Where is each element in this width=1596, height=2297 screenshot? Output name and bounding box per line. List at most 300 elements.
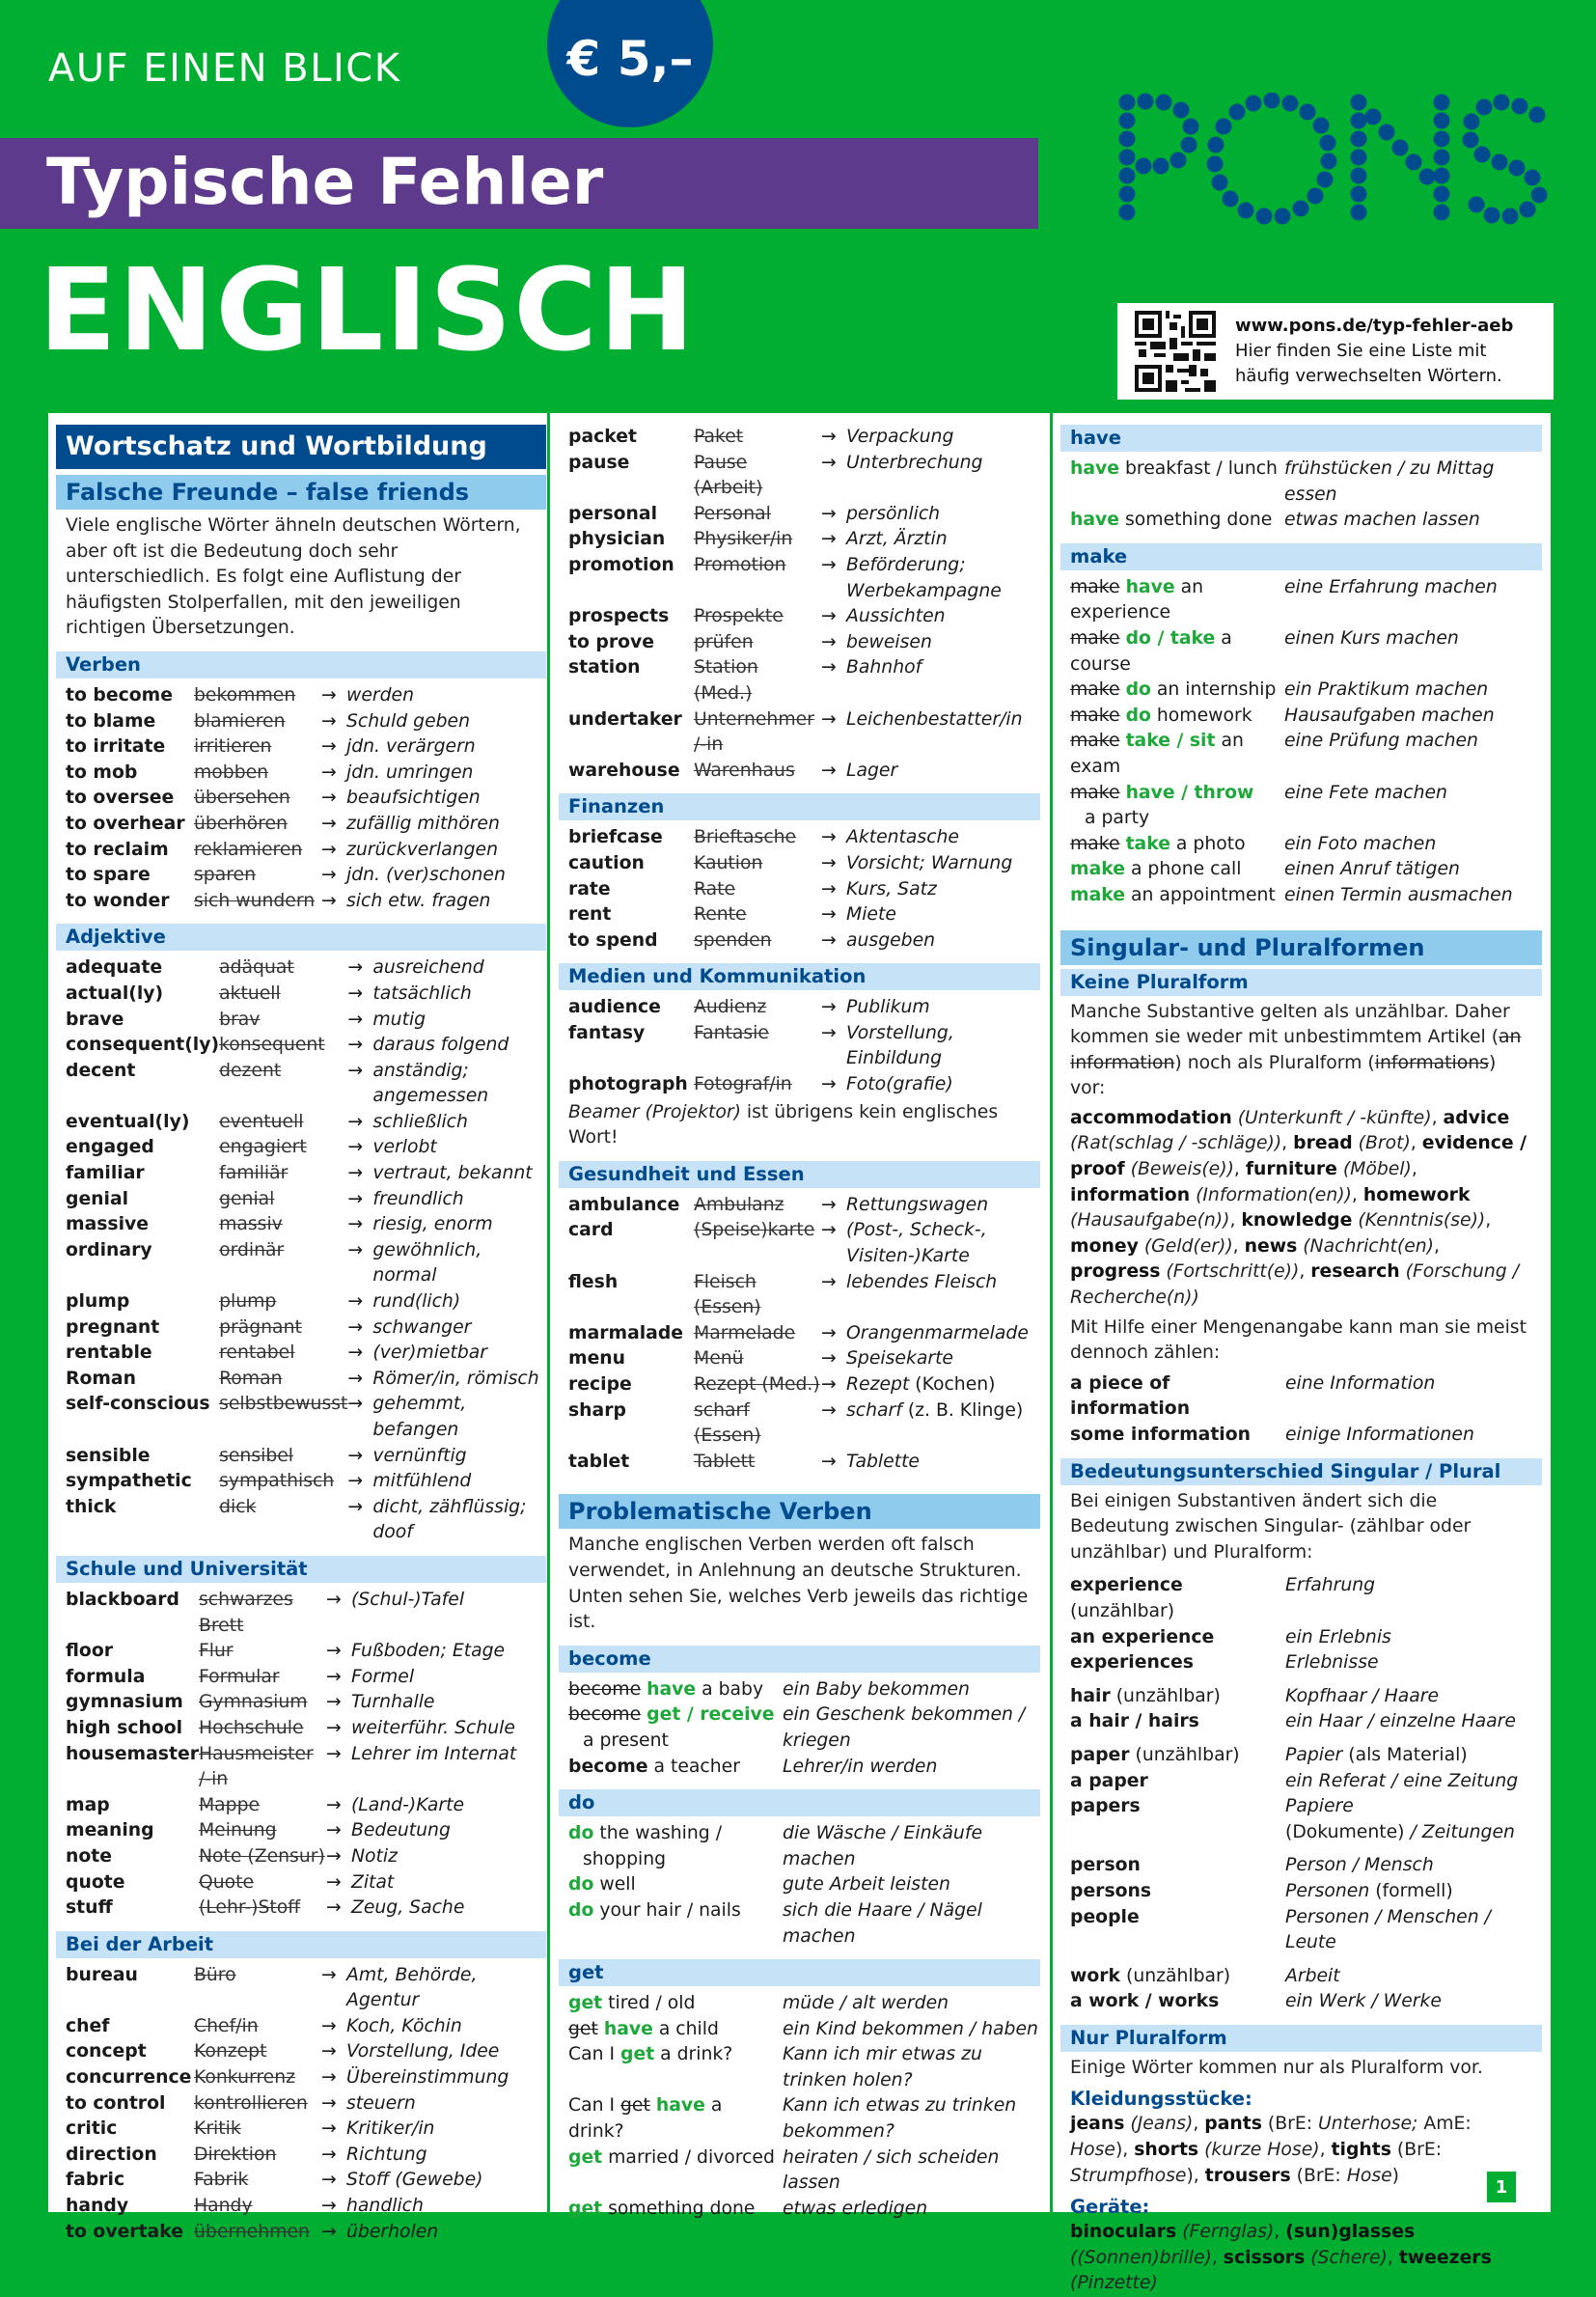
- phrase-rest: a present: [583, 1730, 669, 1751]
- phrase-translation: Lehrer/in werden: [783, 1756, 938, 1777]
- phrase-rest: well: [593, 1874, 636, 1896]
- english-word: stuff: [66, 1897, 113, 1919]
- arrow-icon: →: [321, 2170, 337, 2191]
- correct-translation: Arzt, Ärztin: [846, 529, 948, 550]
- english-form: [1060, 1743, 1285, 1769]
- subsection-title-false-friends: Falsche Freunde – false friends: [56, 475, 546, 510]
- correct-verb: do: [1125, 705, 1151, 726]
- arrow-icon: →: [821, 1022, 837, 1043]
- column-divider: [547, 413, 550, 2212]
- heading-do: do: [559, 1789, 1040, 1816]
- table-row: [56, 1690, 546, 1716]
- arrow-icon: →: [347, 1035, 364, 1056]
- phrase-row: [559, 1821, 1040, 1872]
- phrase-rest: married / divorced: [602, 2146, 775, 2168]
- false-friend-german: ordinär: [219, 1239, 285, 1260]
- phrase-english: [559, 2042, 783, 2093]
- phrase-rest: an internship: [1150, 679, 1277, 701]
- phrase-rest: a baby: [696, 1678, 764, 1700]
- arrow-icon: →: [347, 957, 364, 979]
- phrase-english: [559, 1677, 783, 1703]
- arrow-icon: →: [347, 1009, 364, 1030]
- false-friend-german: Fotograf/in: [694, 1074, 792, 1095]
- arrow-icon: →: [347, 1471, 364, 1492]
- table-row: [559, 995, 1040, 1021]
- correct-translation: weiterführ. Schule: [350, 1717, 515, 1738]
- english-word: quote: [66, 1871, 125, 1893]
- arrow-icon: →: [347, 1316, 364, 1338]
- table-row: [559, 425, 1040, 451]
- arrow-icon: →: [321, 813, 337, 834]
- phrase-english: [1060, 508, 1284, 534]
- qr-code-icon[interactable]: [1135, 311, 1216, 392]
- pair-row: [1060, 1879, 1542, 1905]
- correct-translation: (ver)mietbar: [372, 1342, 488, 1364]
- table-row: [559, 451, 1040, 502]
- phrase-row: [1060, 883, 1542, 909]
- phrase-translation: eine Fete machen: [1284, 782, 1447, 803]
- arrow-icon: →: [821, 452, 837, 473]
- link-url[interactable]: www.pons.de/typ-fehler-aeb: [1235, 316, 1514, 336]
- arrow-icon: →: [821, 1399, 837, 1421]
- german-meaning: [1285, 1769, 1542, 1795]
- arbeit-table: [56, 1963, 546, 2246]
- correct-verb: make: [1070, 859, 1125, 880]
- english-word: to become: [66, 684, 173, 706]
- translation-note: (Kochen): [909, 1374, 996, 1395]
- arrow-icon: →: [347, 1342, 364, 1364]
- table-row: [56, 1469, 546, 1495]
- table-row: [559, 1072, 1040, 1098]
- correct-translation: vertraut, bekannt: [372, 1163, 533, 1184]
- false-friend-german: familiär: [219, 1163, 289, 1184]
- false-friend-german: Handy: [194, 2196, 253, 2217]
- uncountable-noun: advice: [1443, 1107, 1510, 1128]
- english-word: sharp: [568, 1399, 626, 1421]
- table-row: [56, 1818, 546, 1844]
- english-word: direction: [66, 2144, 157, 2165]
- english-word: physician: [568, 529, 666, 550]
- table-row: [56, 1896, 546, 1922]
- content-panel: [48, 413, 1551, 2294]
- countability-note: (unzählbar): [1129, 1744, 1240, 1765]
- table-row: [56, 1341, 546, 1367]
- phrase-row: [1060, 457, 1542, 508]
- english-word: thick: [66, 1496, 117, 1517]
- phrase-translation: die Wäsche / Einkäufe machen: [783, 1823, 982, 1869]
- phrase-english: [559, 2197, 783, 2223]
- arrow-icon: →: [325, 1692, 342, 1713]
- english-word: map: [66, 1794, 110, 1815]
- table-row: [559, 825, 1040, 851]
- correct-translation: rund(lich): [372, 1291, 461, 1313]
- correct-translation: ausgeben: [846, 929, 936, 951]
- english-form: [1060, 1709, 1285, 1735]
- pair-row: [1060, 1794, 1542, 1845]
- english-word: to prove: [568, 631, 655, 652]
- table-row: [559, 851, 1040, 877]
- table-row: [56, 709, 546, 735]
- countability-note: (unzählbar): [1110, 1685, 1221, 1706]
- english-word: bureau: [66, 1964, 138, 1985]
- english-word: fabric: [66, 2170, 125, 2191]
- false-friend-german: Mappe: [198, 1794, 261, 1815]
- table-row: [56, 1793, 546, 1819]
- pair-row: [1060, 1853, 1542, 1879]
- heading-medien: Medien und Kommunikation: [559, 963, 1040, 990]
- correct-translation: Lehrer im Internat: [350, 1743, 517, 1764]
- table-row: [559, 630, 1040, 656]
- english-word: to wonder: [66, 890, 170, 911]
- correct-verb: get: [568, 2146, 603, 2168]
- false-friend-german: Physiker/in: [694, 529, 793, 550]
- correct-translation: Publikum: [846, 997, 930, 1018]
- false-friend-german: Note (Zensur): [198, 1845, 325, 1867]
- noun-form: persons: [1070, 1880, 1152, 1901]
- correct-translation: gehemmt, befangen: [372, 1394, 467, 1440]
- noun-translation: (Brot): [1358, 1133, 1411, 1154]
- meaning-group: [1060, 1964, 1542, 2015]
- table-row: [56, 1367, 546, 1393]
- arrow-icon: →: [325, 1845, 342, 1867]
- english-word: Roman: [66, 1368, 136, 1389]
- arrow-icon: →: [321, 761, 337, 783]
- noun-form: a hair / hairs: [1070, 1711, 1199, 1732]
- meaning-text: Kopfhaar / Haare: [1285, 1685, 1439, 1706]
- arrow-icon: →: [821, 878, 837, 899]
- table-row: [56, 1870, 546, 1896]
- meaning-group: [1060, 1743, 1542, 1845]
- correct-verb: have: [655, 2095, 705, 2117]
- english-word: undertaker: [568, 708, 682, 730]
- noun-translation: (Möbel): [1342, 1159, 1412, 1180]
- arrow-icon: →: [347, 1445, 364, 1466]
- false-friend-german: genial: [219, 1188, 275, 1209]
- pair-row: [1060, 1371, 1542, 1423]
- english-word: pause: [568, 452, 630, 473]
- beamer-note-italic: Beamer (Projektor): [568, 1101, 741, 1122]
- heading-gesundheit: Gesundheit und Essen: [559, 1161, 1040, 1188]
- wrong-verb: make: [1070, 731, 1120, 752]
- false-friend-german: Fleisch (Essen): [694, 1271, 761, 1318]
- table-row: [559, 1021, 1040, 1072]
- english-form: [1060, 1684, 1285, 1710]
- kleidung-list: jeans (Jeans), pants (BrE: Unterhose; AmE: Hose), shorts (kurze Hose), tights (BrE: Strumpfhose), trousers (BrE: Hose): [1070, 2114, 1472, 2186]
- table-row: [56, 1495, 546, 1546]
- english-word: brave: [66, 1009, 124, 1030]
- phrase-english: [559, 2145, 783, 2197]
- arrow-icon: →: [821, 554, 837, 575]
- table-row: [559, 1398, 1040, 1450]
- phrase-translation: frühstücken / zu Mittag essen: [1284, 458, 1495, 505]
- correct-verb: have / throw: [1125, 782, 1254, 803]
- phrase-translation: Kann ich mir etwas zu trinken holen?: [783, 2044, 982, 2090]
- wrong-verb: make: [1070, 627, 1120, 649]
- false-friend-german: irritieren: [194, 736, 272, 758]
- correct-translation: (Land-)Karte: [350, 1794, 464, 1815]
- phrase-english: [559, 2093, 783, 2145]
- phrase-rest: something done: [1119, 510, 1273, 531]
- arrow-icon: →: [321, 788, 337, 809]
- uncountable-noun: progress: [1070, 1261, 1161, 1283]
- table-row: [559, 527, 1040, 553]
- arrow-icon: →: [347, 1060, 364, 1081]
- english-word: to mob: [66, 761, 138, 783]
- english-word: promotion: [568, 554, 674, 575]
- english-phrase: some information: [1070, 1425, 1252, 1445]
- table-row: [56, 2220, 546, 2246]
- arrow-icon: →: [321, 710, 337, 732]
- arrow-icon: →: [347, 1188, 364, 1209]
- english-word: handy: [66, 2196, 129, 2217]
- arrow-icon: →: [821, 1220, 837, 1241]
- phrase-english: [1060, 678, 1284, 704]
- english-word: menu: [568, 1348, 626, 1370]
- uncountable-noun: news: [1244, 1235, 1298, 1257]
- arrow-icon: →: [325, 1666, 342, 1687]
- arrow-icon: →: [325, 1897, 342, 1919]
- correct-translation: Formel: [350, 1666, 415, 1687]
- correct-verb: do: [1125, 679, 1151, 701]
- english-word: caution: [568, 852, 645, 873]
- noun-translation: (Hausaufgabe(n)): [1070, 1210, 1230, 1232]
- wrong-verb: make: [1070, 705, 1120, 726]
- arrow-icon: →: [321, 2118, 337, 2140]
- false-friend-german: aktuell: [219, 982, 281, 1004]
- wrong-verb: become: [568, 1678, 642, 1700]
- false-friend-german: Warenhaus: [694, 760, 795, 781]
- false-friend-german: sich wundern: [194, 890, 316, 911]
- keine-intro-b: ) noch als Pluralform (: [1174, 1052, 1375, 1073]
- meaning-text: Erfahrung: [1285, 1575, 1376, 1596]
- gesundheit-table: [559, 1193, 1040, 1476]
- page-title: ENGLISCH: [39, 243, 697, 376]
- phrase-translation: ein Foto machen: [1284, 833, 1437, 854]
- english-word: blackboard: [66, 1589, 179, 1610]
- noun-translation: (Nachricht(en): [1303, 1235, 1434, 1257]
- geraete-list: binoculars (Fernglas), (sun)glasses ((Sonnen)brille), scissors (Schere), tweezers (Pinzette): [1070, 2222, 1492, 2294]
- english-word: adequate: [66, 957, 163, 979]
- phrase-translation: einen Termin ausmachen: [1284, 884, 1513, 905]
- phrase-translation: gute Arbeit leisten: [783, 1874, 950, 1896]
- correct-translation: Römer/in, römisch: [372, 1368, 539, 1389]
- false-friend-german: konsequent: [219, 1035, 325, 1056]
- phrase-rest: an exam: [1070, 731, 1244, 777]
- english-word: flesh: [568, 1271, 619, 1292]
- false-friend-german: Promotion: [694, 554, 786, 575]
- correct-verb: have: [1125, 576, 1175, 597]
- arrow-icon: →: [821, 503, 837, 524]
- table-row: [56, 1665, 546, 1691]
- table-row: [56, 1161, 546, 1187]
- english-word: audience: [568, 997, 661, 1018]
- noun-form: a work / works: [1070, 1991, 1220, 2012]
- table-row: [559, 1218, 1040, 1269]
- phrase-rest: breakfast / lunch: [1119, 458, 1278, 479]
- false-friend-german: überhören: [194, 813, 288, 834]
- uncountable-noun: accommodation: [1070, 1107, 1232, 1128]
- english-form: [1060, 1769, 1285, 1795]
- keine-intro-a: Manche Substantive gelten als unzählbar. Daher kommen sie weder mit unbestimmtem Artikel (: [1070, 1001, 1510, 1048]
- pair-row: [1060, 1709, 1542, 1735]
- arrow-icon: →: [325, 1589, 342, 1610]
- table-row: [559, 707, 1040, 759]
- meaning-note: (als Material): [1342, 1744, 1468, 1765]
- table-row: [559, 502, 1040, 528]
- table-row: [56, 2168, 546, 2194]
- arrow-icon: →: [347, 1291, 364, 1313]
- phrase-translation: einen Anruf tätigen: [1284, 859, 1460, 880]
- heading-become: become: [559, 1646, 1040, 1673]
- german-meaning: [1285, 1684, 1542, 1710]
- table-row: [56, 982, 546, 1008]
- phrase-row: [559, 2145, 1040, 2197]
- correct-verb: take: [1125, 833, 1170, 854]
- phrase-row: [559, 1872, 1040, 1898]
- german-meaning: [1285, 1905, 1542, 1956]
- keine-intro-c: ) vor:: [1070, 1052, 1497, 1099]
- meaning-text: ein Werk / Werke: [1285, 1991, 1442, 2012]
- heading-nur-pluralform: Nur Pluralform: [1060, 2025, 1542, 2052]
- pair-row: [1060, 1650, 1542, 1676]
- table-row: [56, 1844, 546, 1870]
- arrow-icon: →: [821, 1194, 837, 1215]
- table-row: [559, 1270, 1040, 1321]
- pair-row: [1060, 1964, 1542, 1990]
- correct-verb: get: [620, 2044, 655, 2065]
- phrase-rest: a child: [652, 2018, 719, 2039]
- correct-verb: get: [568, 2198, 603, 2219]
- qr-info-box: [1117, 303, 1554, 400]
- table-row: [56, 1135, 546, 1161]
- phrase-english: [1060, 457, 1284, 508]
- english-word: consequent(ly): [66, 1035, 220, 1056]
- noun-form: a paper: [1070, 1770, 1148, 1791]
- arrow-icon: →: [821, 1074, 837, 1095]
- table-row: [56, 1008, 546, 1034]
- correct-translation: mitfühlend: [372, 1471, 472, 1492]
- uncountable-noun: bread: [1293, 1133, 1353, 1154]
- table-row: [559, 553, 1040, 604]
- correct-verb: become: [568, 1756, 648, 1777]
- table-row: [56, 786, 546, 812]
- false-friend-german: Personal: [694, 503, 771, 524]
- english-word: rate: [568, 878, 611, 899]
- phrase-rest: the washing /: [593, 1823, 723, 1844]
- english-word: to irritate: [66, 736, 166, 758]
- pair-row: [1060, 1423, 1542, 1449]
- false-friend-german: Hochschule: [198, 1717, 304, 1738]
- phrase-english: [1060, 626, 1284, 678]
- phrase-translation: ein Baby bekommen: [783, 1678, 970, 1700]
- noun-translation: (Information(en)): [1196, 1184, 1352, 1205]
- arrow-icon: →: [321, 684, 337, 706]
- bedeutung-intro: Bei einigen Substantiven ändert sich die Bedeutung zwischen Singular- (zählbar oder unzählbar) und Pluralform:: [1070, 1490, 1472, 1563]
- table-row: [56, 838, 546, 864]
- german-meaning: [1285, 1625, 1542, 1651]
- arrow-icon: →: [321, 839, 337, 860]
- correct-translation: Vorstellung, Einbildung: [846, 1022, 954, 1069]
- arrow-icon: →: [321, 1964, 337, 1985]
- false-friend-german: prüfen: [694, 631, 754, 652]
- german-translation: eine Information: [1285, 1372, 1436, 1394]
- noun-form: experiences: [1070, 1652, 1194, 1674]
- phrase-rest: a drink?: [568, 2095, 723, 2143]
- german-meaning: [1285, 1573, 1542, 1624]
- correct-translation: Speisekarte: [846, 1348, 953, 1370]
- price-badge: [547, 0, 713, 127]
- arbeit-table-cont: [559, 425, 1040, 784]
- meaning-text: Person / Mensch: [1285, 1855, 1434, 1876]
- correct-translation: Koch, Köchin: [346, 2015, 462, 2036]
- phrase-english: [1060, 883, 1284, 909]
- english-form: [1060, 1794, 1285, 1845]
- correct-translation: Vorstellung, Idee: [346, 2041, 500, 2062]
- heading-verben: Verben: [56, 651, 546, 678]
- table-row: [559, 877, 1040, 903]
- correct-translation: Bahnhof: [846, 657, 922, 678]
- false-friend-german: massiv: [219, 1214, 283, 1235]
- table-row: [56, 1742, 546, 1793]
- keine-intro: [1060, 996, 1542, 1102]
- german-meaning: [1285, 1853, 1542, 1879]
- false-friend-german: reklamieren: [194, 839, 303, 860]
- english-word: meaning: [66, 1820, 154, 1841]
- false-friend-german: Audienz: [694, 997, 767, 1018]
- correct-translation: persönlich: [846, 503, 941, 524]
- table-row: [56, 2091, 546, 2117]
- table-row: [56, 863, 546, 889]
- keine-intro-strike-1: an information: [1070, 1027, 1522, 1073]
- section-title-vocabulary: Wortschatz und Wortbildung: [56, 425, 546, 469]
- false-friend-german: adäquat: [219, 957, 294, 979]
- meaning-group: [1060, 1684, 1542, 1735]
- false-friend-german: eventuell: [219, 1111, 304, 1132]
- meaning-text: Papiere: [1285, 1796, 1354, 1817]
- phrase-row: [559, 1677, 1040, 1703]
- false-friend-german: blamieren: [194, 710, 286, 732]
- correct-translation: Miete: [846, 904, 896, 926]
- table-row: [56, 1238, 546, 1289]
- table-row: [56, 1315, 546, 1342]
- false-friends-intro: Viele englische Wörter ähneln deutschen Wörtern, aber oft ist die Bedeutung doch sehr unterschiedlich. Es folgt eine Auflistung der häufigsten Stolperfallen, mit den jeweiligen richtigen Übersetzungen.: [66, 515, 521, 639]
- arrow-icon: →: [347, 1394, 364, 1415]
- series-label: AUF EINEN BLICK: [48, 46, 401, 91]
- false-friend-german: Fantasie: [694, 1022, 769, 1043]
- phrase-row: [559, 1702, 1040, 1754]
- english-form: [1060, 1650, 1285, 1676]
- correct-translation: beweisen: [846, 631, 932, 652]
- correct-translation: vernünftig: [372, 1445, 467, 1466]
- meaning-text: ein Haar / einzelne Haare: [1285, 1711, 1516, 1732]
- have-table: [1060, 457, 1542, 534]
- false-friend-german: Menü: [694, 1348, 744, 1370]
- false-friend-german: Brieftasche: [694, 827, 797, 848]
- meaning-text: Papier: [1285, 1744, 1343, 1765]
- german-meaning: [1285, 1879, 1542, 1905]
- false-friend-german: Marmelade: [694, 1322, 796, 1343]
- false-friend-german: Fabrik: [194, 2170, 249, 2191]
- arrow-icon: →: [821, 827, 837, 848]
- arrow-icon: →: [321, 736, 337, 758]
- phrase-english: [559, 1872, 783, 1898]
- english-word: high school: [66, 1717, 183, 1738]
- phrase-rest: shopping: [583, 1848, 667, 1869]
- pair-row: [1060, 1625, 1542, 1651]
- german-meaning: [1285, 1989, 1542, 2015]
- english-form: [1060, 1964, 1285, 1990]
- uncountable-noun: information: [1070, 1184, 1191, 1205]
